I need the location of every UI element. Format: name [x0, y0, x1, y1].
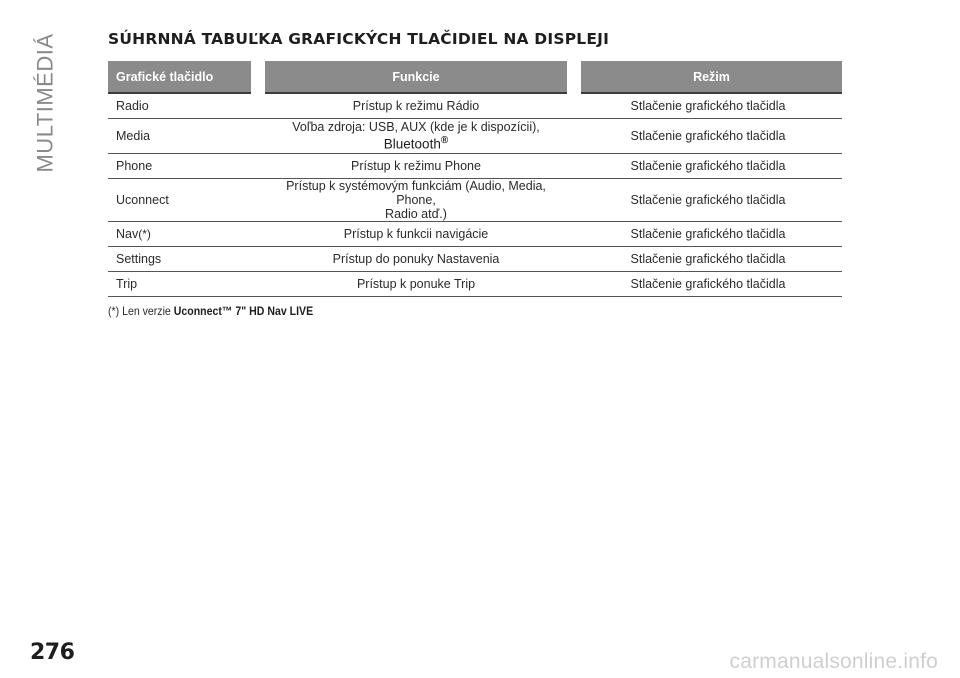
- registered-mark: ®: [440, 135, 449, 147]
- page-title: SÚHRNNÁ TABUĽKA GRAFICKÝCH TLAČIDIEL NA DISPLEJI: [108, 30, 610, 48]
- cell-button: Trip: [108, 272, 258, 297]
- table-row: [108, 154, 842, 179]
- page-number: 276: [30, 640, 75, 665]
- footnote-marker: (*): [138, 227, 151, 241]
- cell-function-line-1: Prístup k systémovým funkciám (Audio, Media, Phone,: [286, 179, 546, 207]
- cell-function: Prístup k režimu Phone: [258, 154, 574, 179]
- cell-function: Prístup do ponuky Nastavenia: [258, 247, 574, 272]
- cell-button: Uconnect: [108, 179, 258, 222]
- cell-button: Phone: [108, 154, 258, 179]
- buttons-summary-table: [108, 61, 842, 297]
- footnote-model: Uconnect™ 7" HD Nav LIVE: [173, 304, 314, 318]
- table-row: [108, 272, 842, 297]
- cell-function: [258, 119, 574, 154]
- cell-function-text: Voľba zdroja: USB, AUX (kde je k dispozícii),: [292, 120, 540, 135]
- watermark: carmanualsonline.info: [729, 650, 938, 673]
- cell-button: Media: [108, 119, 258, 154]
- bluetooth-brand: [266, 134, 566, 152]
- table-row: [108, 119, 842, 154]
- bluetooth-brand-text: Bluetooth: [383, 136, 441, 152]
- section-label-text: MULTIMÉDIÁ: [33, 33, 59, 173]
- header-functions: Funkcie: [258, 61, 574, 93]
- cell-mode: Stlačenie grafického tlačidla: [574, 119, 842, 154]
- cell-mode: Stlačenie grafického tlačidla: [574, 93, 842, 119]
- cell-button: [108, 222, 258, 247]
- table-footnote: [108, 304, 313, 318]
- table-header-row: [108, 61, 842, 93]
- cell-button-text: Nav: [116, 227, 139, 241]
- table-row: [108, 247, 842, 272]
- cell-function: [258, 179, 574, 222]
- cell-function: Prístup k režimu Rádio: [258, 93, 574, 119]
- table-row: [108, 179, 842, 222]
- cell-mode: Stlačenie grafického tlačidla: [574, 154, 842, 179]
- cell-button: Radio: [108, 93, 258, 119]
- section-label: [16, 28, 76, 178]
- cell-mode: Stlačenie grafického tlačidla: [574, 272, 842, 297]
- cell-function: Prístup k ponuke Trip: [258, 272, 574, 297]
- table-row: [108, 93, 842, 119]
- cell-function-line-2: Radio atď.): [385, 207, 447, 221]
- table-row: [108, 222, 842, 247]
- cell-mode: Stlačenie grafického tlačidla: [574, 222, 842, 247]
- footnote-prefix: (*) Len verzie: [108, 304, 171, 318]
- cell-button: Settings: [108, 247, 258, 272]
- cell-mode: Stlačenie grafického tlačidla: [574, 247, 842, 272]
- cell-function: Prístup k funkcii navigácie: [258, 222, 574, 247]
- header-mode: Režim: [574, 61, 842, 93]
- header-graphic-button: Grafické tlačidlo: [108, 61, 258, 93]
- cell-mode: Stlačenie grafického tlačidla: [574, 179, 842, 222]
